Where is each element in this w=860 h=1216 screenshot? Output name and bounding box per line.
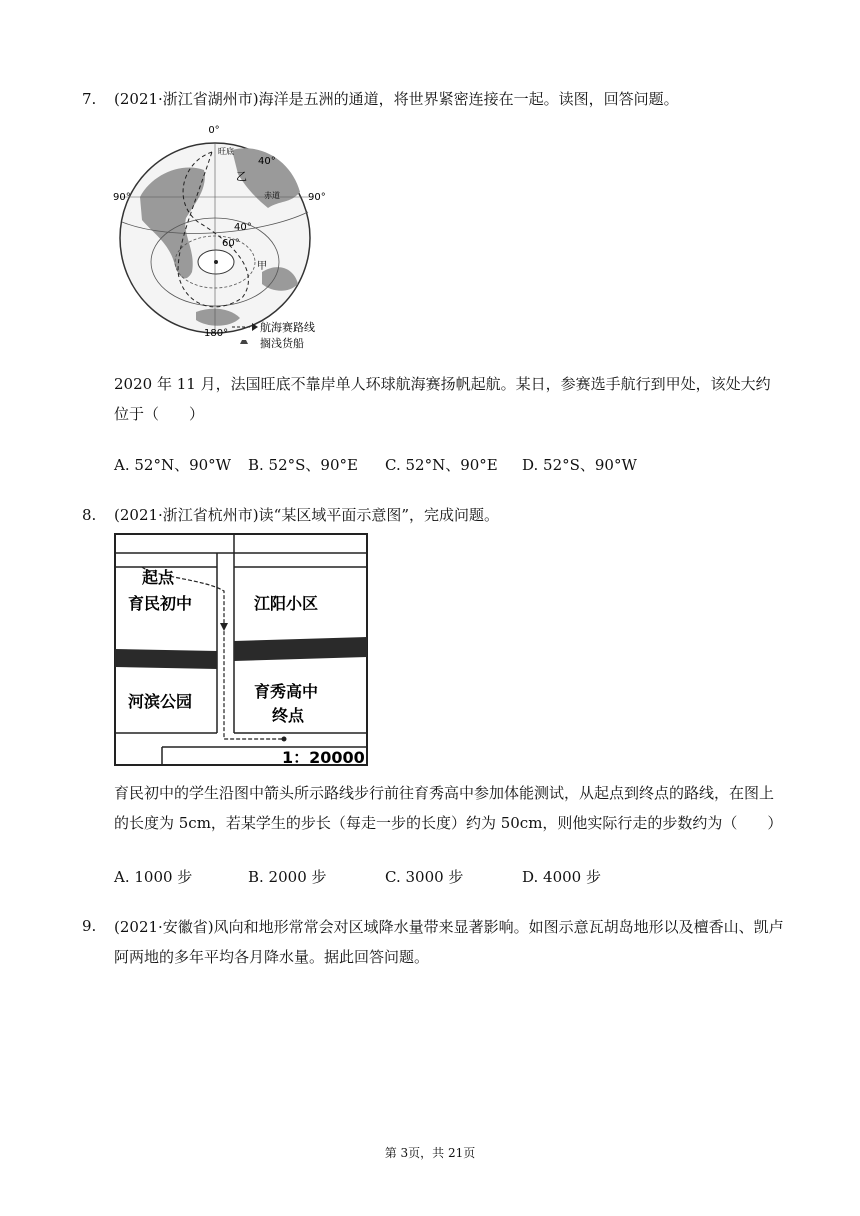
park-label: 河滨公园: [128, 692, 193, 711]
lon-label-bottom: 180°: [204, 328, 229, 339]
question-stem: (2021·安徽省)风向和地形常常会对区域降水量带来显著影响。如图示意瓦胡岛地形以及檀香山、凯卢阿两地的多年平均各月降水量。据此回答问题。: [114, 918, 784, 966]
question-number: 8.: [82, 506, 97, 524]
lat-60-label: 60°: [222, 238, 240, 249]
option-b[interactable]: B. 2000 步: [248, 868, 327, 886]
lon-label-left: 90°: [113, 192, 131, 203]
school2-label: 育秀高中: [254, 682, 319, 701]
area-map-figure: [114, 533, 368, 766]
wangdi-label: 旺底: [218, 147, 234, 156]
option-a[interactable]: A. 1000 步: [114, 868, 193, 886]
start-label: 起点: [142, 568, 175, 587]
option-c[interactable]: C. 52°N、90°E: [385, 456, 498, 474]
route-legend-label: 航海赛路线: [260, 321, 315, 334]
globe-figure: [112, 122, 336, 352]
district-label: 江阳小区: [254, 594, 319, 613]
ship-legend-label: 搁浅货船: [260, 337, 304, 350]
option-c[interactable]: C. 3000 步: [385, 868, 464, 886]
page-footer: 第 3页，共 21页: [384, 1146, 476, 1160]
option-d[interactable]: D. 52°S、90°W: [522, 456, 637, 474]
question-number: 9.: [82, 917, 97, 935]
lon-label-right: 90°: [308, 192, 326, 203]
ship-icon: [240, 340, 248, 344]
question-number: 7.: [82, 90, 97, 108]
question-stem: (2021·浙江省杭州市)读“某区域平面示意图”，完成问题。: [114, 506, 499, 524]
lat-label: 0°: [208, 125, 220, 136]
yi-label: 乙: [236, 170, 247, 183]
option-d[interactable]: D. 4000 步: [522, 868, 601, 886]
question-stem: (2021·浙江省湖州市)海洋是五洲的通道，将世界紧密连接在一起。读图，回答问题。: [114, 90, 679, 108]
equator-label: 赤道: [264, 191, 280, 200]
option-b[interactable]: B. 52°S、90°E: [248, 456, 358, 474]
question-paragraph: 2020 年 11 月，法国旺底不靠岸单人环球航海赛扬帆起航。某日，参赛选手航行到甲处，该处大约位于（ ）: [114, 375, 771, 423]
lat-40-label: 40°: [258, 156, 276, 167]
end-label: 终点: [272, 706, 305, 725]
school1-label: 育民初中: [128, 594, 193, 613]
jia-label: 甲: [257, 261, 267, 272]
option-a[interactable]: A. 52°N、90°W: [114, 456, 232, 474]
lat-40-mid-label: 40°: [234, 222, 252, 233]
question-paragraph: 育民初中的学生沿图中箭头所示路线步行前往育秀高中参加体能测试，从起点到终点的路线，在图上的长度为 5cm，若某学生的步长（每走一步的长度）约为 50cm，则他实际行走的步数约为（ ）: [114, 784, 783, 832]
scale-label: 1：20000: [282, 748, 365, 766]
